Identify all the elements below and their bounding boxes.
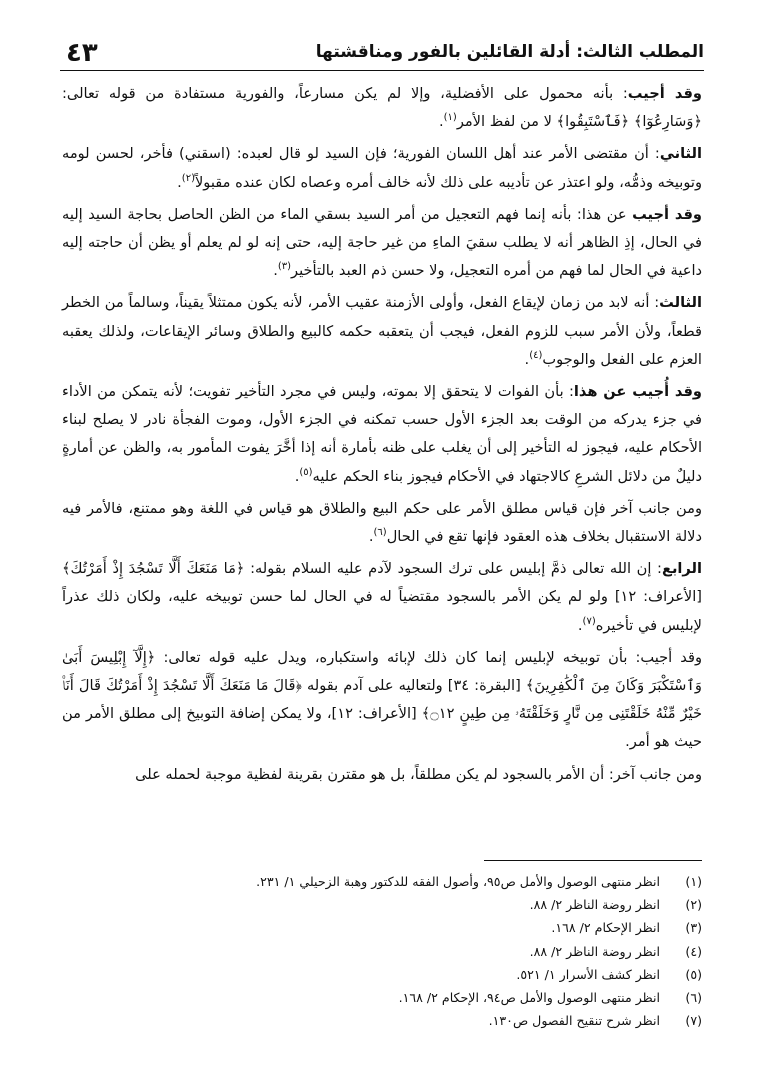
- footnote-number: (٣): [685, 920, 702, 936]
- paragraph-label: الرابع: [661, 560, 702, 578]
- paragraph-text: عن هذا: بأنه إنما فهم التعجيل من أمر السيد بسقي الماء من الظن الحاصل بحاجة السيد إليه في الحال، إذِ الظاهر أنه لا يطلب سقيَ الماءِ من غير حاجة إليه، حتى إنه لو لم يعلم أو يظن أن حاجته إليه داعية في الحال لما فهم من أمره التعجيل، ولا حسن ذم العبد بالتأخير: [62, 205, 702, 280]
- paragraph-text: ومن جانب آخر فإن قياس مطلق الأمر على حكم البيع والطلاق هو قياس في اللغة وهو ممتنع، فالأمر فيه دلالة الاستقبال بخلاف هذه العقود فإنها تقع في الحال: [62, 499, 702, 546]
- footnote-number: (٢): [685, 897, 702, 913]
- footnote-text: انظر منتهى الوصول والأمل ص٩٥، وأصول الفقه للدكتور وهبة الزحيلي ١/ ٢٣١.: [256, 874, 660, 889]
- paragraph-tail: .: [294, 467, 300, 485]
- paragraph-label: الثاني: [659, 145, 702, 163]
- footnote: [62, 870, 702, 893]
- footnote-ref: (٥): [299, 466, 313, 478]
- footnote-number: (٥): [685, 966, 702, 982]
- page-header: [60, 40, 704, 71]
- paragraph-tail: .: [438, 113, 444, 131]
- paragraph-label: وقد أجيب: [627, 85, 702, 102]
- paragraph: [62, 140, 702, 196]
- footnote-ref: (١): [443, 112, 457, 124]
- paragraph: [62, 555, 702, 640]
- footnote-text: انظر روضة الناظر ٢/ ٨٨.: [529, 897, 660, 913]
- page-number: ٤٣: [66, 38, 98, 68]
- footnote-text: انظر منتهى الوصول والأمل ص٩٤، الإحكام ٢/ ١٦٨.: [398, 990, 660, 1006]
- paragraph-label: وقد أجيب: [632, 205, 702, 223]
- paragraph: [62, 201, 702, 286]
- paragraph-text: : أنه لابد من زمان لإيقاع الفعل، وأولى الأزمنة عقيب الأمر، لأنه يكون ممتثلاً يقيناً، وسالماً من الخطر قطعاً، ولأن الأمر سبب للزوم الفعل، فيجب أن يتعقبه حكمه كالبيع والطلاق وسائر الإيقاعات، ولذلك يعقبه العزم على الفعل والوجوب: [62, 294, 702, 368]
- paragraph-tail: .: [577, 616, 583, 634]
- main-text: [62, 80, 702, 789]
- footnote: [62, 986, 702, 1009]
- footnote: [62, 1009, 702, 1032]
- paragraph-label: وقد أُجيب عن هذا: [573, 383, 702, 401]
- paragraph-text: : بأنه محمول على الأفضلية، وإلا لم يكن مسارعاً، والفورية مستفادة من قوله تعالى: ﴿وَسَارِعُوٓا﴾ ﴿فَٱسْتَبِقُوا﴾ لا من لفظ الأمر: [62, 85, 702, 131]
- footnote: [62, 940, 702, 963]
- footnote-text: انظر كشف الأسرار ١/ ٥٢١.: [516, 966, 660, 982]
- paragraph: [62, 644, 702, 757]
- footnote-text: انظر الإحكام ٢/ ١٦٨.: [551, 920, 660, 936]
- footnote-number: (٦): [685, 990, 702, 1006]
- paragraph: [62, 761, 702, 789]
- paragraph-text: : بأن الفوات لا يتحقق إلا بموته، وليس في مجرد التأخير تفويت؛ لأنه يتمكن من الأداء في جزء يدركه من الوقت بعد الجزء الأول حسب تمكنه في الجزء الأول، وموت الفجأة نادر لا يصلح لبناء الأحكام عليه، فيجوز له التأخير إلى أن يغلب على ظنه بأمارة أنه إذا أخَّرَ يفوت المأمور به، والظن عن أمارةٍ دليلٌ من دلائل الشرعِ كالاجتهاد في الأحكام فيجوز بناء الحكم عليه: [62, 383, 702, 485]
- footnote: [62, 963, 702, 986]
- footnote-text: انظر شرح تنقيح الفصول ص١٣٠.: [488, 1013, 660, 1029]
- footnote-number: (١): [685, 874, 702, 889]
- footnote-ref: (٧): [582, 615, 596, 627]
- footnote-ref: (٣): [277, 261, 292, 273]
- paragraph-tail: .: [368, 528, 374, 546]
- paragraph-text: وقد أجيب: بأن توبيخه لإبليس إنما كان ذلك لإبائه واستكباره، ويدل عليه قوله تعالى: ﴿إِلَّآ إِبْلِيسَ أَبَىٰ وَٱسْتَكْبَرَ وَكَانَ مِنَ ٱلْكَٰفِرِينَ﴾ [البقرة: ٣٤] ولتعاليه على آدم بقوله ﴿قَالَ مَا مَنَعَكَ أَلَّا تَسْجُدَ إِذْ أَمَرْتُكَ قَالَ أَنَا۠ خَيْرٌ مِّنْهُ خَلَقْتَنِى مِن نَّارٍ وَخَلَقْتَهُۥ مِن طِينٍ ۝١٢﴾ [الأعراف: ١٢]، ولا يمكن إضافة التوبيخ إلى مطلق الأمر من حيث هو أمر.: [62, 648, 702, 751]
- paragraph-tail: .: [273, 262, 278, 280]
- paragraph-label: الثالث: [659, 294, 702, 312]
- footnote-ref: (٤): [529, 349, 543, 361]
- footnote-number: (٤): [685, 943, 702, 959]
- paragraph: [62, 80, 702, 136]
- footnotes: [62, 870, 702, 1032]
- footnote: [62, 893, 702, 916]
- paragraph-text: : أن مقتضى الأمر عند أهل اللسان الفورية؛ فإن السيد لو قال لعبده: (اسقني) فأخر، لحسن لومه وتوبيخه وذمُّه، ولو اعتذر عن تأديبه على ذلك لأنه خالف أمره وعصاه لكان عنده مقبولاً: [62, 145, 702, 191]
- footnote-ref: (٢): [181, 172, 195, 184]
- footnote-text: انظر روضة الناظر ٢/ ٨٨.: [529, 943, 660, 959]
- paragraph: [62, 289, 702, 374]
- paragraph-tail: .: [524, 350, 530, 368]
- running-title: المطلب الثالث: أدلة القائلين بالفور ومناقشتها: [315, 42, 704, 62]
- footnote: [62, 916, 702, 939]
- paragraph: [62, 495, 702, 551]
- paragraph: [62, 378, 702, 491]
- paragraph-tail: .: [177, 173, 182, 191]
- paragraph-text: : إن الله تعالى ذمَّ إبليس على ترك السجود لآدم عليه السلام بقوله: ﴿مَا مَنَعَكَ أَلَّا تَسْجُدَ إِذْ أَمَرْتُكَ﴾ [الأعراف: ١٢] ولو لم يكن الأمر بالسجود مقتضياً له في الحال لما حسن توبيخه عليه، ولكان ذلك عذراً لإبليس في تأخيره: [62, 560, 702, 634]
- footnote-ref: (٦): [373, 527, 387, 539]
- paragraph-text: ومن جانب آخر: أن الأمر بالسجود لم يكن مطلقاً، بل هو مقترن بقرينة لفظية موجبة لحمله على: [135, 765, 702, 783]
- footnote-separator: [484, 860, 702, 861]
- footnote-number: (٧): [685, 1013, 702, 1029]
